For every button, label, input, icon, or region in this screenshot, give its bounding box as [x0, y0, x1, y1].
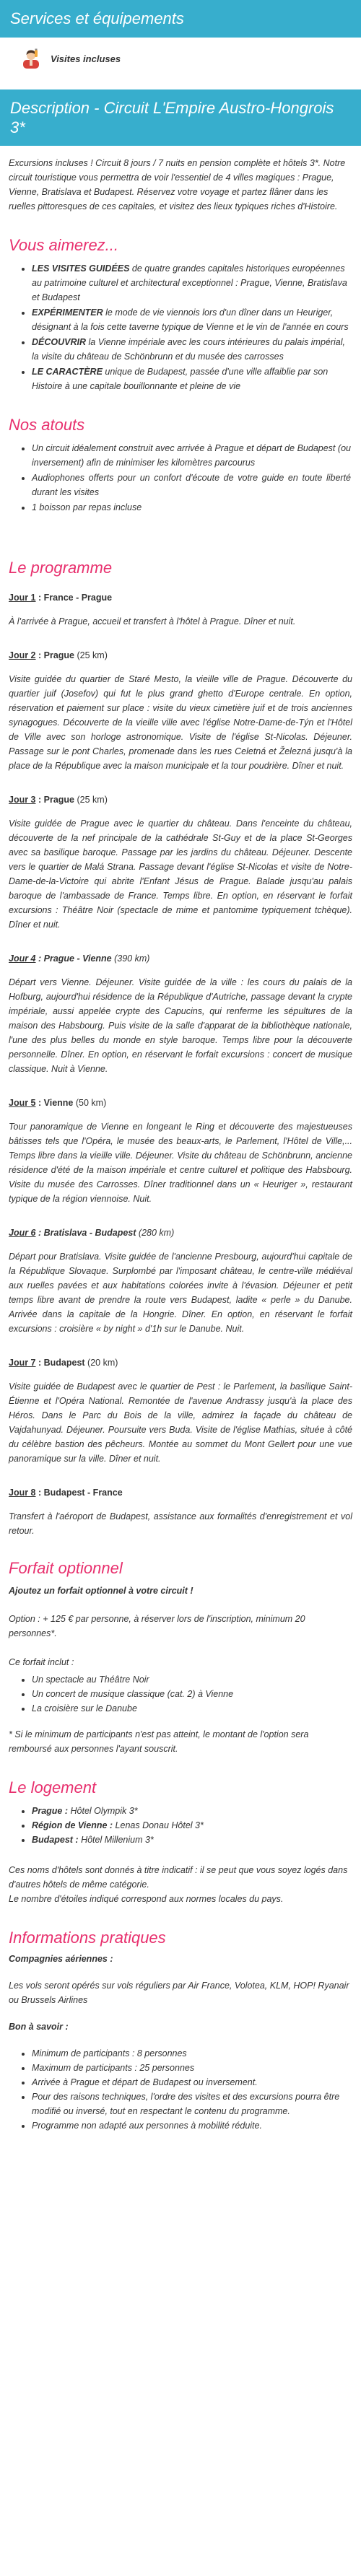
forfait-inclut: Ce forfait inclut :	[9, 1657, 74, 1667]
companies-title: Compagnies aériennes :	[9, 1954, 113, 1964]
services-banner: Services et équipements	[0, 0, 361, 38]
day-block	[0, 1096, 361, 1206]
list-item: • Programme non adapté aux personnes à mobilité réduite.	[32, 2118, 351, 2133]
day-title	[9, 649, 352, 662]
day-title	[9, 1486, 352, 1499]
list-item	[32, 261, 351, 305]
day-place: : Budapest	[35, 1358, 85, 1368]
day-place: : Bratislava - Budapest	[35, 1228, 136, 1238]
day-block	[0, 591, 361, 629]
day-title	[9, 952, 352, 965]
day-distance: (390 km)	[111, 953, 150, 964]
list-item	[32, 1833, 351, 1847]
day-title	[9, 591, 352, 604]
item-bold: DÉCOUVRIR	[32, 337, 87, 347]
day-text: Visite guidée de Prague avec le quartier du château. Dans l'enceinte du château, découverte de la nef principale de la cathédrale St-Guy et de la place St-Georges avec sa basilique baroque. Passage par les jardins du château. Déjeuner. Descente vers le quartier de Malá Strana. Passage devant l'église St-Nicolas et visite de Notre-Dame-de-la-Victoire qui abrite l'Enfant Jésus de Prague. Balade jusqu'au palais baroque de l'ambassade de France. Temps libre. En option, en réservant le forfait excursions : Théâtre Noir (spectacle de mime et pantomime typiquement tchèque). Dîner et nuit.	[9, 818, 352, 930]
item-text: Hôtel Olympik 3*	[68, 1806, 138, 1816]
logement-note-1: Ces noms d'hôtels sont donnés à titre indicatif : il se peut que vous soyez logés dans d'autres hôtels de même catégorie.	[9, 1865, 348, 1890]
day-number: Jour 5	[9, 1098, 36, 1108]
day-text: Départ pour Bratislava. Visite guidée de l'ancienne Presbourg, aujourd'hui capitale de la République Slovaque. Surplombé par l'imposant château, le centre-ville médiéval aux ruelles pavées et aux habitations colorées invite à l'évasion. Déjeuner et petit temps libre avant de prendre la route vers Budapest, ladite « perle » du Danube. Arrivée dans la capitale de la Hongrie. Dîner. En option, en réservant le forfait excursions : croisière « by night » d'1h sur le Danube. Nuit.	[9, 1252, 352, 1334]
day-number: Jour 4	[9, 953, 36, 964]
list-item: • La croisière sur le Danube	[32, 1701, 351, 1716]
list-item: • Arrivée à Prague et départ de Budapest ou inversement.	[32, 2075, 351, 2090]
list-item: • Maximum de participants : 25 personnes	[32, 2061, 351, 2075]
item-text: Lenas Donau Hôtel 3*	[113, 1820, 204, 1830]
day-distance: (25 km)	[74, 650, 108, 660]
list-item: • Minimum de participants : 8 personnes	[32, 2046, 351, 2061]
day-title	[9, 1226, 352, 1239]
item-text: unique de Budapest, passée d'une ville affaiblie par son Histoire à une capitale bouillonnante et pleine de vie	[32, 367, 329, 391]
list-item: • Un spectacle au Théâtre Noir	[32, 1672, 351, 1687]
item-bold: Région de Vienne :	[32, 1820, 113, 1830]
forfait-intro: Ajoutez un forfait optionnel à votre circuit !	[9, 1586, 193, 1596]
day-number: Jour 3	[9, 795, 36, 805]
forfait-heading: Forfait optionnel	[9, 1559, 123, 1577]
day-block	[0, 1486, 361, 1538]
infos-list	[0, 2046, 361, 2133]
list-item	[32, 305, 351, 334]
day-title	[9, 1096, 352, 1109]
bon-title: Bon à savoir :	[9, 2022, 69, 2032]
day-place: : Prague	[35, 650, 75, 660]
description-banner: Description - Circuit L'Empire Austro-Hongrois 3*	[0, 89, 361, 146]
day-number: Jour 1	[9, 593, 36, 603]
day-number: Jour 7	[9, 1358, 36, 1368]
list-item: • Audiophones offerts pour un confort d'écoute de votre guide en toute liberté durant les visites	[32, 471, 351, 499]
forfait-list	[0, 1672, 361, 1716]
day-text: Visite guidée du quartier de Staré Mesto, la vieille ville de Prague. Découverte du quartier juif (Josefov) qui fut le plus grand ghetto d'Europe centrale. En option, réservation et paiement sur place : visite du vieux cimetière juif et de trois anciennes synagogues. Découverte de la vieille ville avec l'église Notre-Dame-de-Týn et l'Hôtel de Ville avec son horloge astronomique. Visite de l'église St-Nicolas. Déjeuner. Passage sur le pont Charles, promenade dans les rues Celetná et Železná jusqu'à la place de la République avec la maison municipale et la tour poudrière. Dîner et nuit.	[9, 674, 352, 771]
day-block	[0, 1226, 361, 1336]
day-block	[0, 649, 361, 773]
item-bold: LES VISITES GUIDÉES	[32, 263, 130, 274]
logement-note-2: Le nombre d'étoiles indiqué correspond aux normes locales du pays.	[9, 1894, 284, 1904]
list-item: • 1 boisson par repas incluse	[32, 500, 351, 515]
programme-heading: Le programme	[9, 559, 113, 577]
day-distance: (280 km)	[136, 1228, 175, 1238]
forfait-note: * Si le minimum de participants n'est pas atteint, le montant de l'option sera remboursé aux personnes l'ayant souscrit.	[9, 1729, 309, 1754]
day-place: : France - Prague	[35, 593, 113, 603]
list-item	[32, 364, 351, 393]
guide-person-icon	[20, 48, 42, 69]
day-text: À l'arrivée à Prague, accueil et transfert à l'hôtel à Prague. Dîner et nuit.	[9, 616, 296, 626]
logement-list	[0, 1804, 361, 1847]
item-text: Hôtel Millenium 3*	[78, 1835, 154, 1845]
visites-row	[0, 38, 361, 79]
day-place: : Budapest - France	[35, 1488, 123, 1498]
item-bold: EXPÉRIMENTER	[32, 307, 103, 318]
aimerez-heading: Vous aimerez...	[9, 236, 119, 254]
day-number: Jour 2	[9, 650, 36, 660]
day-place: : Vienne	[35, 1098, 74, 1108]
day-number: Jour 6	[9, 1228, 36, 1238]
day-text: Visite guidée de Budapest avec le quartier de Pest : le Parlement, la basilique Saint-Étienne et l'Opéra National. Remontée de l'avenue Andrassy jusqu'à la place des Héros. Dans le Parc du Bois de la ville, admirez la façade du château de Vajdahunyad. Déjeuner. Poursuite vers Buda. Visite de l'église Mathias, située à côté du célèbre bastion des pêcheurs. Montée au sommet du Mont Gellert pour une vue panoramique sur la ville. Dîner et nuit.	[9, 1381, 352, 1464]
list-item: • Un concert de musique classique (cat. 2) à Vienne	[32, 1687, 351, 1701]
infos-heading: Informations pratiques	[9, 1929, 166, 1947]
day-distance: (20 km)	[84, 1358, 118, 1368]
item-bold: Budapest :	[32, 1835, 79, 1845]
day-block	[0, 793, 361, 932]
day-place: : Prague	[35, 795, 75, 805]
day-title	[9, 793, 352, 806]
programme-days	[0, 591, 361, 1538]
companies-text: Les vols seront opérés sur vols réguliers par Air France, Volotea, KLM, HOP! Ryanair ou Brussels Airlines	[9, 1981, 349, 2005]
item-text: le mode de vie viennois lors d'un dîner dans un Heuriger, désignant à la fois cette taverne typique de Vienne et le vin de l'année en cours	[32, 307, 349, 332]
day-distance: (50 km)	[73, 1098, 107, 1108]
list-item: • Un circuit idéalement construit avec arrivée à Prague et départ de Budapest (ou inversement) afin de minimiser les kilomètres parcourus	[32, 441, 351, 470]
forfait-price: Option : + 125 € par personne, à réserver lors de l'inscription, minimum 20 personnes*.	[9, 1614, 305, 1638]
atouts-heading: Nos atouts	[9, 416, 85, 434]
visites-label: Visites incluses	[51, 53, 121, 64]
day-place: : Prague - Vienne	[35, 953, 112, 964]
list-item	[32, 1818, 351, 1833]
day-distance: (25 km)	[74, 795, 108, 805]
list-item: • Pour des raisons techniques, l'ordre des visites et des excursions pourra être modifié ou inversé, tout en respectant le contenu du programme.	[32, 2090, 351, 2118]
atouts-list	[0, 441, 361, 515]
day-text: Départ vers Vienne. Déjeuner. Visite guidée de la ville : les cours du palais de la Hofburg, aujourd'hui résidence de la République d'Autriche, passage devant la crypte impériale, aussi appelée crypte des Capucins, qui renferme les sépultures de la maison des Habsbourg. Puis visite de la salle d'apparat de la bibliothèque nationale, l'une des plus belles du monde en style baroque. Temps libre pour la découverte personnelle. Dîner. En option, en réservant le forfait excursions : concert de musique classique. Nuit à Vienne.	[9, 977, 352, 1074]
day-text: Tour panoramique de Vienne en longeant le Ring et découverte des majestueuses bâtisses tels que l'Opéra, le musée des beaux-arts, le Parlement, l'Hôtel de Ville,... Temps libre dans la vieille ville. Déjeuner. Visite du château de Schönbrunn, ancienne résidence d'été de la maison impériale et centre culturel et politique des Habsbourg. Visite du musée des Carrosses. Dîner traditionnel dans un « Heuriger », restaurant typique de la région viennoise. Nuit.	[9, 1122, 352, 1204]
logement-heading: Le logement	[9, 1778, 97, 1796]
day-title	[9, 1356, 352, 1369]
day-block	[0, 1356, 361, 1466]
day-number: Jour 8	[9, 1488, 36, 1498]
day-block	[0, 952, 361, 1076]
item-text: la Vienne impériale avec les cours intérieures du palais impérial, la visite du château de Schönbrunn et du musée des carrosses	[32, 337, 345, 362]
aimerez-list	[0, 261, 361, 393]
item-text: de quatre grandes capitales historiques européennes au patrimoine culturel et architectural exceptionnel : Prague, Vienne, Bratislava et Budapest	[32, 263, 347, 302]
item-bold: Prague :	[32, 1806, 69, 1816]
list-item	[32, 335, 351, 364]
item-bold: LE CARACTÈRE	[32, 367, 103, 377]
list-item	[32, 1804, 351, 1818]
description-intro: Excursions incluses ! Circuit 8 jours / 7 nuits en pension complète et hôtels 3*. Notre circuit touristique vous permettra de voir l'essentiel de 4 villes magiques : Prague, Vienne, Bratislava et Budapest. Réservez votre voyage et partez flâner dans les ruelles pittoresques de ces capitales, et visitez des lieux typiques riches d'Histoire.	[9, 158, 346, 211]
day-text: Transfert à l'aéroport de Budapest, assistance aux formalités d'enregistrement et vol retour.	[9, 1511, 352, 1536]
